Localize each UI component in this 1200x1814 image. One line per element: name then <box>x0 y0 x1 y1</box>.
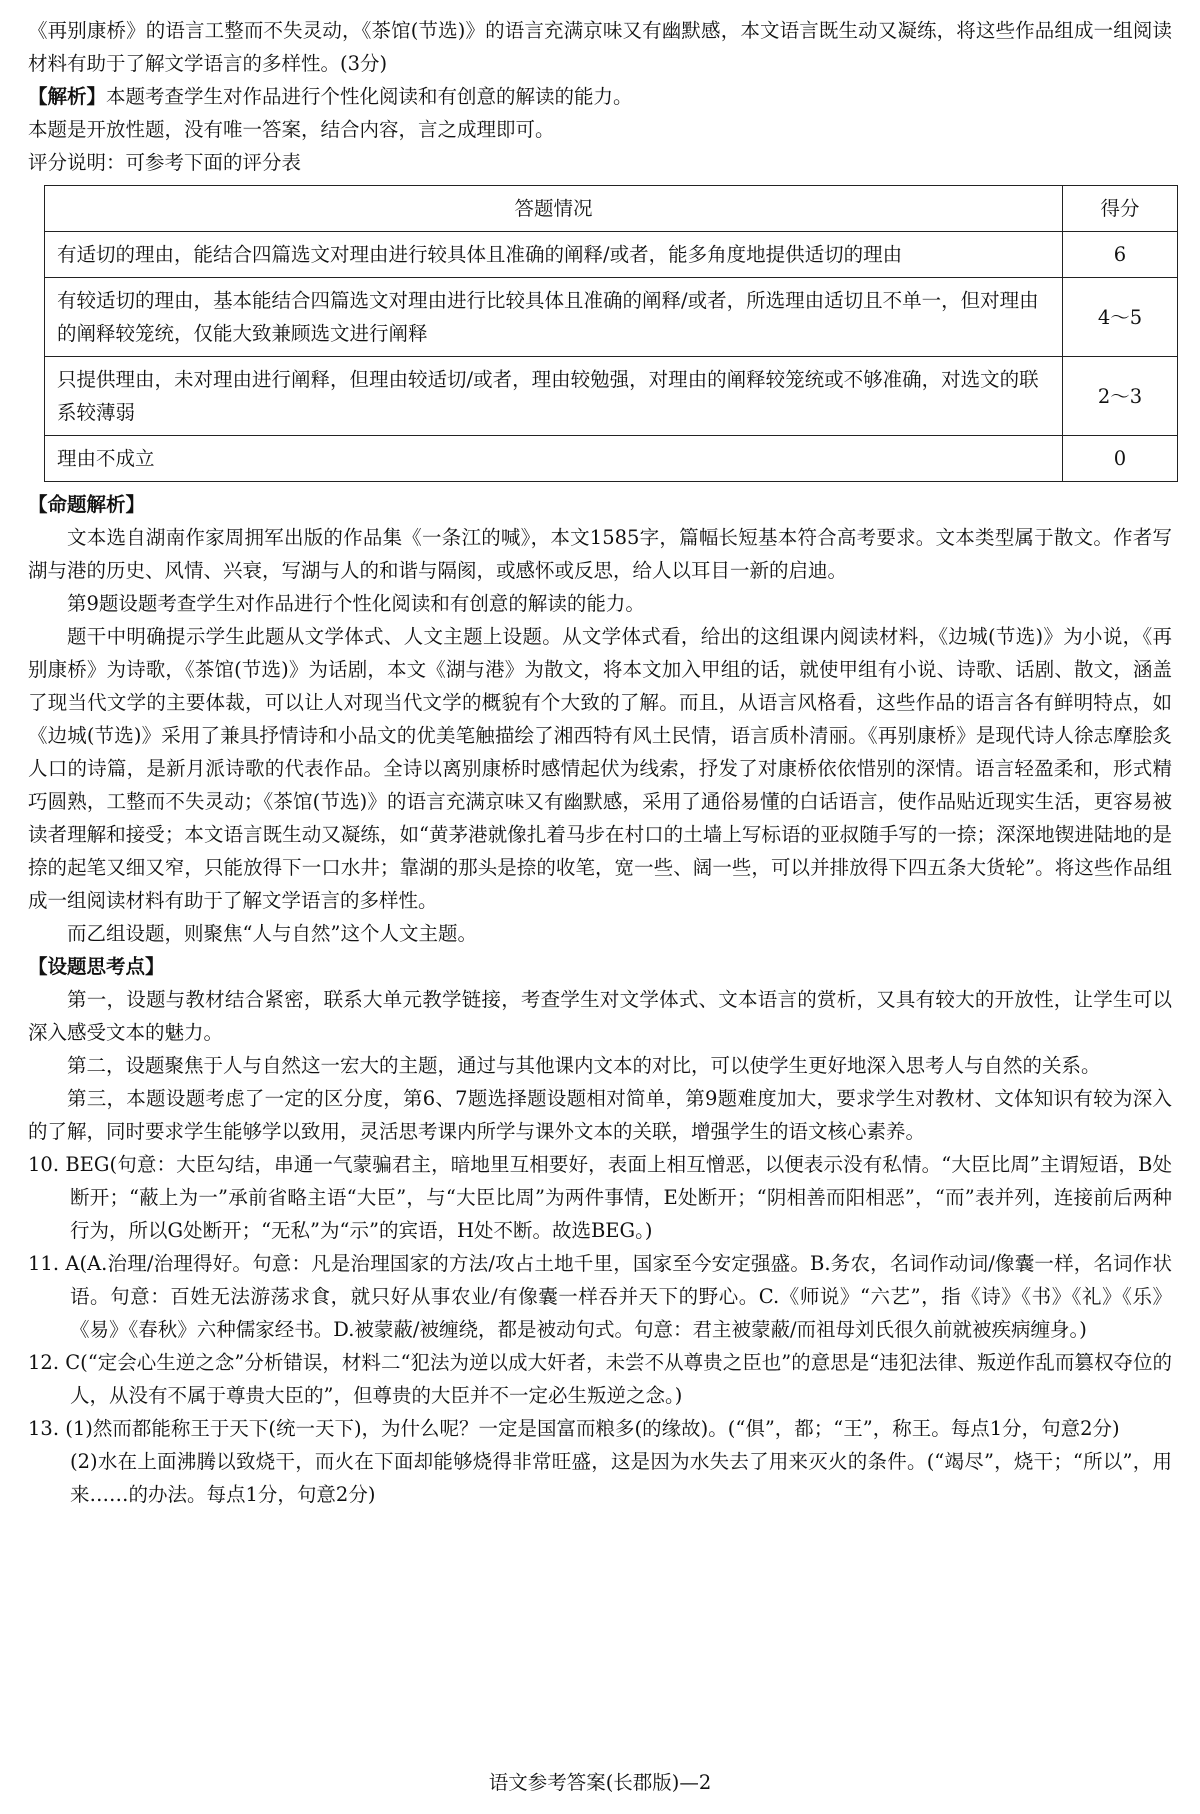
scoring-table <box>44 185 1178 482</box>
mingti-paragraph: 文本选自湖南作家周拥军出版的作品集《一条江的喊》，本文1585字，篇幅长短基本符合高考要求。文本类型属于散文。作者写湖与港的历史、风情、兴衰，写湖与人的和谐与隔阂，或感怀或反思，给人以耳目一新的启迪。 <box>28 526 1172 582</box>
sheti-paragraph: 第三，本题设题考虑了一定的区分度，第6、7题选择题设题相对简单，第9题难度加大，要求学生对教材、文体知识有较为深入的了解，同时要求学生能够学以致用，灵活思考课内所学与课外文本的关联，增强学生的语文核心素养。 <box>28 1087 1172 1143</box>
table-cell-desc: 只提供理由，未对理由进行阐释，但理由较适切/或者，理由较勉强，对理由的阐释较笼统或不够准确，对选文的联系较薄弱 <box>45 357 1063 436</box>
table-row <box>45 436 1178 482</box>
table-cell-desc: 有较适切的理由，基本能结合四篇选文对理由进行比较具体且准确的阐释/或者，所选理由适切且不单一，但对理由的阐释较笼统，仅能大致兼顾选文进行阐释 <box>45 278 1063 357</box>
table-cell-score: 4～5 <box>1063 278 1178 357</box>
sheti-paragraph: 第二，设题聚焦于人与自然这一宏大的主题，通过与其他课内文本的对比，可以使学生更好地深入思考人与自然的关系。 <box>67 1054 1101 1077</box>
page-footer: 语文参考答案(长郡版)—2 <box>488 1771 712 1794</box>
analysis-line <box>28 80 1172 113</box>
table-row <box>45 232 1178 278</box>
sheti-heading: 【设题思考点】 <box>28 955 165 978</box>
table-row <box>45 278 1178 357</box>
open-question-note: 本题是开放性题，没有唯一答案，结合内容，言之成理即可。 <box>28 118 555 141</box>
sheti-paragraph: 第一，设题与教材结合紧密，联系大单元教学链接，考查学生对文学体式、文本语言的赏析，又具有较大的开放性，让学生可以深入感受文本的魅力。 <box>28 988 1172 1044</box>
mingti-paragraph: 题干中明确提示学生此题从文学体式、人文主题上设题。从文学体式看，给出的这组课内阅读材料，《边城(节选)》为小说，《再别康桥》为诗歌，《茶馆(节选)》为话剧，本文《湖与港》为散文，将本文加入甲组的话，就使甲组有小说、诗歌、话剧、散文，涵盖了现当代文学的主要体裁，可以让人对现当代文学的概貌有个大致的了解。而且，从语言风格看，这些作品的语言各有鲜明特点，如《边城(节选)》采用了兼具抒情诗和小品文的优美笔触描绘了湘西特有风土民情，语言质朴清丽。《再别康桥》是现代诗人徐志摩脍炙人口的诗篇，是新月派诗歌的代表作品。全诗以离别康桥时感情起伏为线索，抒发了对康桥依依惜别的深情。语言轻盈柔和，形式精巧圆熟，工整而不失灵动；《茶馆(节选)》的语言充满京味又有幽默感，采用了通俗易懂的白话语言，使作品贴近现实生活，更容易被读者理解和接受；本文语言既生动又凝练，如“黄茅港就像扎着马步在村口的土墙上写标语的亚叔随手写的一捺；深深地锲进陆地的是捺的起笔又细又窄，只能放得下一口水井；靠湖的那头是捺的收笔，宽一些、阔一些，可以并排放得下四五条大货轮”。将这些作品组成一组阅读材料有助于了解文学语言的多样性。 <box>28 625 1172 912</box>
analysis-label: 【解析】 <box>28 85 107 108</box>
answer-12: 12. C(“定会心生逆之念”分析错误，材料二“犯法为逆以成大奸者，未尝不从尊贵之臣也”的意思是“违犯法律、叛逆作乱而篡权夺位的人，从没有不属于尊贵大臣的”，但尊贵的大臣并不一定必生叛逆之念。) <box>28 1351 1172 1407</box>
table-header-row <box>45 186 1178 232</box>
analysis-text: 本题考查学生对作品进行个性化阅读和有创意的解读的能力。 <box>106 85 633 108</box>
scoring-note: 评分说明：可参考下面的评分表 <box>28 151 302 174</box>
mingti-paragraph: 而乙组设题，则聚焦“人与自然”这个人文主题。 <box>67 922 477 945</box>
top-paragraph: 《再别康桥》的语言工整而不失灵动，《茶馆(节选)》的语言充满京味又有幽默感，本文语言既生动又凝练，将这些作品组成一组阅读材料有助于了解文学语言的多样性。(3分) <box>28 19 1172 75</box>
answer-13-2: (2)水在上面沸腾以致烧干，而火在下面却能够烧得非常旺盛，这是因为水失去了用来灭火的条件。(“竭尽”，烧干；“所以”，用来……的办法。每点1分，句意2分) <box>70 1450 1172 1506</box>
answer-11: 11. A(A.治理/治理得好。句意：凡是治理国家的方法/攻占土地千里，国家至今安定强盛。B.务农，名词作动词/像囊一样，名词作状语。句意：百姓无法游荡求食，就只好从事农业/有像囊一样吞并天下的野心。C.《师说》“六艺”，指《诗》《书》《礼》《乐》《易》《春秋》六种儒家经书。D.被蒙蔽/被缠绕，都是被动句式。句意：君主被蒙蔽/而祖母刘氏很久前就被疾病缠身。) <box>28 1252 1172 1341</box>
table-cell-desc: 理由不成立 <box>45 436 1063 482</box>
table-row <box>45 357 1178 436</box>
mingti-paragraph: 第9题设题考查学生对作品进行个性化阅读和有创意的解读的能力。 <box>67 592 645 615</box>
answer-13-1: 13. (1)然而都能称王于天下(统一天下)，为什么呢？一定是国富而粮多(的缘故)。(“俱”，都；“王”，称王。每点1分，句意2分) <box>28 1417 1120 1440</box>
table-cell-score: 2～3 <box>1063 357 1178 436</box>
mingti-heading: 【命题解析】 <box>28 493 146 516</box>
table-cell-score: 0 <box>1063 436 1178 482</box>
answer-10: 10. BEG(句意：大臣勾结，串通一气蒙骗君主，暗地里互相要好，表面上相互憎恶，以便表示没有私情。“大臣比周”主谓短语，B处断开；“蔽上为一”承前省略主语“大臣”，与“大臣比周”为两件事情，E处断开；“阴相善而阳相恶”，“而”表并列，连接前后两种行为，所以G处断开；“无私”为“示”的宾语，H处不断。故选BEG。) <box>28 1153 1172 1242</box>
table-cell-score: 6 <box>1063 232 1178 278</box>
table-cell-desc: 有适切的理由，能结合四篇选文对理由进行较具体且准确的阐释/或者，能多角度地提供适切的理由 <box>45 232 1063 278</box>
table-header-situation: 答题情况 <box>45 186 1063 232</box>
table-header-score: 得分 <box>1063 186 1178 232</box>
